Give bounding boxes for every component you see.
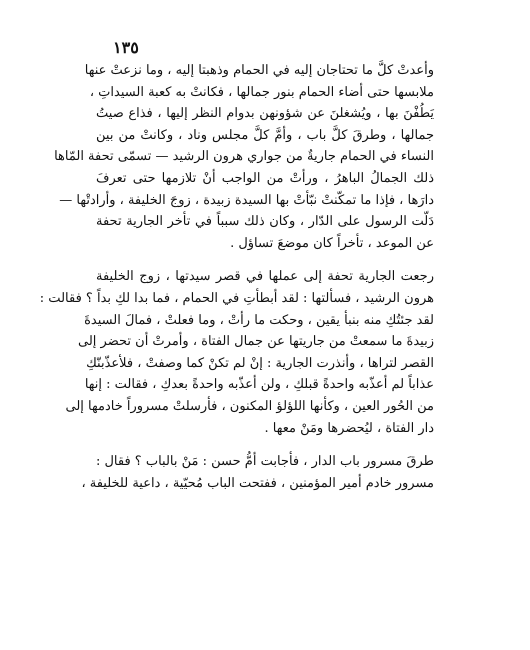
text-line: ذلك الجمالُ الباهرُ ، ورأتْ من الواجب أنْ تلازمها حتى تعرفَ xyxy=(96,170,434,186)
page-number: ١٣٥ xyxy=(113,38,139,57)
text-line: جمالها ، وطرقَ كلَّ باب ، وأمَّ كلَّ مجلس وناد ، وكانتْ من بين xyxy=(96,127,434,143)
paragraph-1 xyxy=(54,60,434,254)
text-line: دارَها ، فإذا ما تمكّنتْ نبّأتْ بها السيدة زبيدة ، زوجَ الخليفة ، وأرادتْها — xyxy=(59,192,434,208)
text-line: دار الفتاة ، ليُحضرها ومَنْ معها . xyxy=(264,420,434,436)
text-line: زبيدةَ ما سمعتْ من جاريتها عن جمال الفتاة ، وأمرتْ أن تحضر إلى xyxy=(78,334,434,350)
text-line: من الحُور العين ، وكأنها اللؤلؤ المكنون ، فأرسلتْ مسروراً خادمها إلى xyxy=(65,398,434,414)
text-line: مسرور خادم أمير المؤمنين ، ففتحت الباب مُحيّية ، داعية للخليفة ، xyxy=(81,475,434,491)
text-line: عن الموعد ، تأخراً كان موضعَ تساؤل . xyxy=(230,235,434,251)
text-line: يَطُفْنَ بها ، ويُشغلنَ عن شؤونهن بدوام النظر إليها ، فذاع صيتُ xyxy=(96,106,434,122)
text-line: رجعت الجارية تحفة إلى عملها في قصر سيدتها ، زوج الخليفة xyxy=(96,269,434,285)
body-text xyxy=(39,60,434,506)
text-line: دَلّت الرسول على الدّار ، وكان ذلك سبباً في تأخر الجارية تحفة xyxy=(96,214,434,230)
text-line: عذاباً لم أعذّبه واحدةً قبلكِ ، ولن أعذّبه واحدةً بعدكِ ، فقالت : إنها xyxy=(84,377,434,393)
text-line: هرون الرشيد ، فسألتها : لقد أبطأتِ في الحمام ، فما بدا لكِ بداً ؟ فقالت : xyxy=(39,290,434,306)
text-line: طرقَ مسرور باب الدار ، فأجابت أمُّ حسن : مَنْ بالباب ؟ فقال : xyxy=(95,454,434,470)
paragraph-2 xyxy=(39,266,434,439)
text-line: لقد جئتُكِ منه بنبأ يقين ، وحكت ما رأتْ ، وما فعلتْ ، فمالَ السيدةَ xyxy=(84,312,434,328)
paragraph-3 xyxy=(81,451,434,494)
text-line: القصر لتراها ، وأنذرت الجارية : إنْ لم تكنْ كما وصفتْ ، فلأعذّبنّكِ xyxy=(86,355,434,371)
text-line: ملابسها حتى أضاء الحمام بنور جمالها ، فكانتْ به كعبة السيداتِ ، xyxy=(89,84,434,100)
text-line: النساء في الحمام جاريةٌ من جواري هرون الرشيد — تسمّى تحفة المّاها xyxy=(54,149,434,165)
text-line: وأعدتْ كلَّ ما تحتاجان إليه في الحمام وذهبتا إليه ، وما نزعتْ عنها xyxy=(84,63,434,78)
